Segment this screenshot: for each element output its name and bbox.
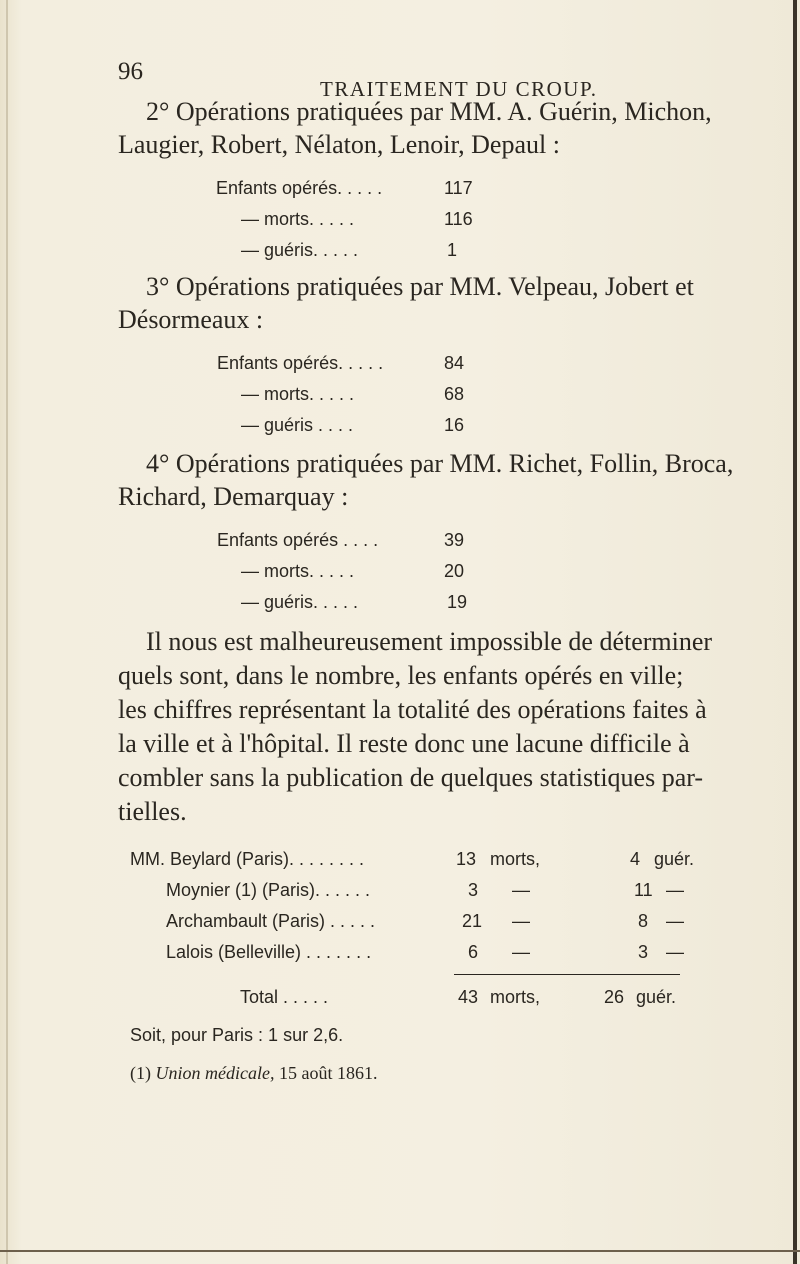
- table-row-name: Lalois (Belleville) . . . . . . .: [166, 942, 372, 962]
- table-row-cured: 8: [638, 911, 649, 931]
- section-2-intro-line2: Laugier, Robert, Nélaton, Lenoir, Depaul :: [118, 130, 560, 159]
- table-row-deaths: 6: [468, 942, 479, 962]
- page-edge-left: [6, 0, 8, 1264]
- table-row-cured: 11: [634, 880, 653, 900]
- section-4-row-deaths: — morts. . . . . 20: [241, 561, 465, 581]
- paragraph-line-1: Il nous est malheureusement impossible de déterminer: [146, 627, 713, 656]
- total-cured: 26: [604, 987, 625, 1007]
- footnote-source: Union médicale,: [155, 1063, 275, 1083]
- running-title: TRAITEMENT DU CROUP.: [320, 77, 598, 101]
- paragraph-line-6: tielles.: [118, 797, 187, 826]
- page-number: 96: [118, 58, 143, 85]
- total-deaths-unit: morts,: [490, 987, 541, 1007]
- section-2-intro-line1: 2° Opérations pratiquées par MM. A. Guérin, Michon,: [146, 97, 712, 126]
- table-row-deaths-unit: —: [512, 942, 530, 962]
- footnote-marker: (1): [130, 1063, 151, 1083]
- table-row-deaths-unit: morts,: [490, 849, 541, 869]
- section-2-row-cured: — guéris. . . . . 1: [241, 240, 458, 260]
- page-bottom-edge: [0, 1250, 800, 1252]
- paragraph-line-3: les chiffres représentant la totalité des opérations faites à: [118, 695, 707, 724]
- total-label: Total . . . . .: [240, 987, 329, 1007]
- table-row-cured-unit: —: [666, 942, 684, 962]
- table-row-cured: 4: [630, 849, 641, 869]
- section-2-row-operated: Enfants opérés. . . . . 117: [216, 178, 473, 198]
- table-row-name: MM. Beylard (Paris). . . . . . . .: [130, 849, 365, 869]
- section-3-row-operated: Enfants opérés. . . . . 84: [217, 353, 465, 373]
- table-row-deaths: 3: [468, 880, 479, 900]
- section-4-row-operated: Enfants opérés . . . . 39: [217, 530, 465, 550]
- section-3-row-cured: — guéris . . . . 16: [241, 415, 465, 435]
- table-row-deaths: 13: [456, 849, 477, 869]
- section-4-intro-line1: 4° Opérations pratiquées par MM. Richet, Follin, Broca,: [146, 449, 734, 478]
- paragraph-line-5: combler sans la publication de quelques statistiques par-: [118, 763, 704, 792]
- paragraph-line-4: la ville et à l'hôpital. Il reste donc une lacune difficile à: [118, 729, 690, 758]
- table-row-cured-unit: —: [666, 880, 684, 900]
- paragraph-line-2: quels sont, dans le nombre, les enfants opérés en ville;: [118, 661, 684, 690]
- section-3-intro-line1: 3° Opérations pratiquées par MM. Velpeau, Jobert et: [146, 272, 694, 301]
- table-row-deaths-unit: —: [512, 880, 530, 900]
- table-row-deaths-unit: —: [512, 911, 530, 931]
- paris-ratio: Soit, pour Paris : 1 sur 2,6.: [130, 1025, 344, 1045]
- table-row-cured: 3: [638, 942, 649, 962]
- footnote: [130, 1063, 377, 1084]
- table-row-name: Archambault (Paris) . . . . .: [166, 911, 376, 931]
- section-2-row-deaths: — morts. . . . . 116: [241, 209, 473, 229]
- table-row-name: Moynier (1) (Paris). . . . . .: [166, 880, 371, 900]
- table-row-cured-unit: —: [666, 911, 684, 931]
- section-4-intro-line2: Richard, Demarquay :: [118, 482, 349, 511]
- table-row-deaths: 21: [462, 911, 483, 931]
- total-separator-rule: [454, 974, 680, 975]
- table-row-cured-unit: guér.: [654, 849, 695, 869]
- footnote-date: 15 août 1861.: [278, 1063, 378, 1083]
- page-edge-right: [793, 0, 797, 1264]
- total-cured-unit: guér.: [636, 987, 677, 1007]
- section-3-row-deaths: — morts. . . . . 68: [241, 384, 465, 404]
- section-3-intro-line2: Désormeaux :: [118, 305, 264, 334]
- section-4-row-cured: — guéris. . . . . 19: [241, 592, 468, 612]
- total-deaths: 43: [458, 987, 479, 1007]
